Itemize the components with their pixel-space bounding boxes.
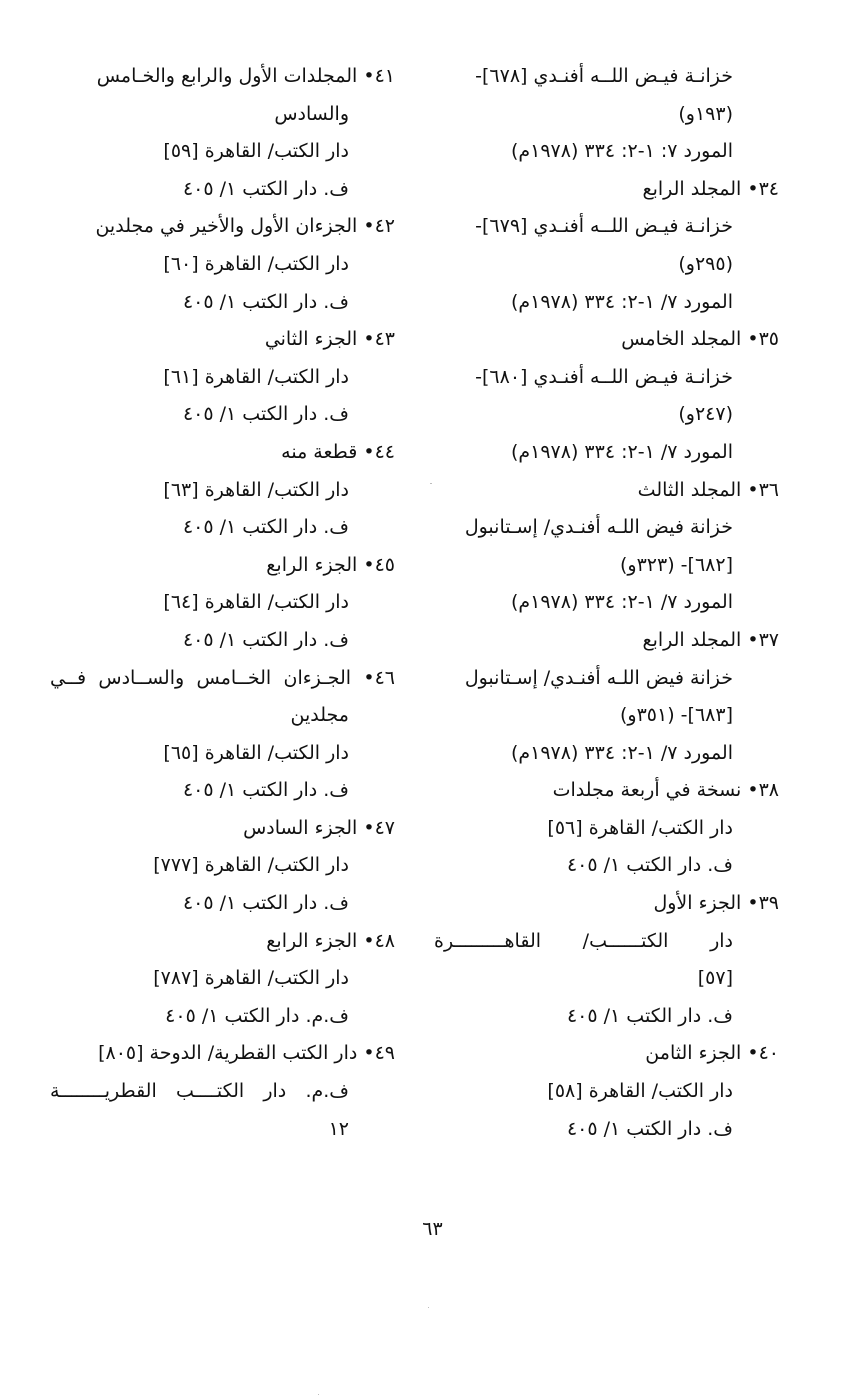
entry-heading: ٣٥• المجلد الخامس xyxy=(621,328,779,351)
entry-line: (٢٤٧و) xyxy=(678,403,733,426)
entry-heading: ٤٢• الجزءان الأول والأخير في مجلدين xyxy=(95,215,395,238)
entry-line: مجلدين xyxy=(290,704,349,727)
scan-speck xyxy=(318,1394,319,1395)
entry-line: دار الكتب/ القاهرة [٥٦] xyxy=(547,816,733,839)
entry-line: المورد ٧: ١-٢: ٣٣٤ (١٩٧٨م) xyxy=(510,140,733,163)
entry-line: دار الكتب/ القاهرة [٦١] xyxy=(163,365,349,388)
entry-line: ف. دار الكتب ١/ ٤٠٥ xyxy=(182,779,349,802)
entry-line: ف. دار الكتب ١/ ٤٠٥ xyxy=(566,1004,733,1027)
entry-line: خزانـة فيـض اللــه أفنـدي [٦٧٨]- xyxy=(475,65,733,87)
page-number: ٦٣ xyxy=(422,1218,443,1240)
entry-heading: ٤٤• قطعة منه xyxy=(281,440,395,463)
entry-line: دار الكتب/ القاهرة [٦٣] xyxy=(163,478,349,501)
entry-line: دار الكتب/ القاهرة [٦٥] xyxy=(163,741,349,764)
entry-heading: ٣٨• نسخة في أربعة مجلدات xyxy=(552,779,779,802)
entry-line: دار الكتب/ القاهرة [٥٩] xyxy=(163,140,349,163)
entry-line: [٦٨٢]- (٣٢٣و) xyxy=(620,553,733,576)
entry-line: دار الكتب/ القاهرة [٥٨] xyxy=(547,1080,733,1103)
entry-heading: ٤٧• الجزء السادس xyxy=(243,816,395,839)
entry-line: دار الكتب/ القاهرة [٧٨٧] xyxy=(153,967,349,990)
entry-line: المورد ٧/ ١-٢: ٣٣٤ (١٩٧٨م) xyxy=(510,290,733,313)
entry-line: ف. دار الكتب ١/ ٤٠٥ xyxy=(566,1117,733,1140)
entry-heading: ٣٦• المجلد الثالث xyxy=(637,478,779,501)
entry-heading: ٣٤• المجلد الرابع xyxy=(642,177,779,200)
entry-line: دار الكتــــــب/ القاهـــــــــرة xyxy=(434,929,733,952)
entry-line: المورد ٧/ ١-٢: ٣٣٤ (١٩٧٨م) xyxy=(510,440,733,463)
entry-line: دار الكتب/ القاهرة [٦٤] xyxy=(163,591,349,614)
entry-line: ف. دار الكتب ١/ ٤٠٥ xyxy=(182,177,349,200)
entry-line: خزانة فيض اللـه أفنـدي/ إسـتانبول xyxy=(464,516,733,539)
entry-line: والسادس xyxy=(274,102,349,125)
entry-line: خزانـة فيـض اللــه أفنـدي [٦٨٠]- xyxy=(475,365,733,388)
entry-line: (١٩٣و) xyxy=(678,102,733,125)
entry-line: دار الكتب/ القاهرة [٦٠] xyxy=(163,252,349,275)
entry-line: خزانة فيض اللـه أفنـدي/ إسـتانبول xyxy=(464,666,733,689)
entry-line: خزانـة فيـض اللــه أفنـدي [٦٧٩]- xyxy=(475,215,733,238)
entry-heading: ٤٦• الجـزءان الخــامس والســادس فــي xyxy=(50,666,395,689)
entry-line: ف. دار الكتب ١/ ٤٠٥ xyxy=(182,290,349,313)
entry-line: ف. دار الكتب ١/ ٤٠٥ xyxy=(182,892,349,915)
entry-heading: ٣٧• المجلد الرابع xyxy=(642,628,779,651)
entry-line: ف. دار الكتب ١/ ٤٠٥ xyxy=(182,403,349,426)
entry-line: دار الكتب/ القاهرة [٧٧٧] xyxy=(153,854,349,877)
entry-heading: ٤٣• الجزء الثاني xyxy=(264,328,395,351)
entry-heading: ٤١• المجلدات الأول والرابع والخـامس xyxy=(96,65,395,87)
entry-heading: ٣٩• الجزء الأول xyxy=(653,892,779,915)
entry-line: المورد ٧/ ١-٢: ٣٣٤ (١٩٧٨م) xyxy=(510,591,733,614)
entry-line: [٥٧] xyxy=(697,967,733,990)
entry-heading: ٤٨• الجزء الرابع xyxy=(266,929,395,952)
scan-speck xyxy=(428,1307,429,1308)
left-column xyxy=(50,58,395,1148)
right-column xyxy=(434,58,779,1148)
entry-line: (٢٩٥و) xyxy=(678,252,733,275)
entry-line: المورد ٧/ ١-٢: ٣٣٤ (١٩٧٨م) xyxy=(510,741,733,764)
entry-heading: ٤٩• دار الكتب القطرية/ الدوحة [٨٠٥] xyxy=(98,1042,395,1065)
entry-heading: ٤٥• الجزء الرابع xyxy=(266,553,395,576)
entry-line: ف.م. دار الكتب ١/ ٤٠٥ xyxy=(165,1004,349,1027)
scan-speck xyxy=(430,483,432,484)
entry-line: ف. دار الكتب ١/ ٤٠٥ xyxy=(182,628,349,651)
entry-line: ١٢ xyxy=(328,1117,349,1140)
entry-line: ف. دار الكتب ١/ ٤٠٥ xyxy=(182,516,349,539)
entry-line: [٦٨٣]- (٣٥١و) xyxy=(620,704,733,727)
entry-line: ف. دار الكتب ١/ ٤٠٥ xyxy=(566,854,733,877)
entry-heading: ٤٠• الجزء الثامن xyxy=(645,1042,779,1065)
entry-line: ف.م. دار الكتــــب القطريــــــــة xyxy=(50,1080,349,1103)
